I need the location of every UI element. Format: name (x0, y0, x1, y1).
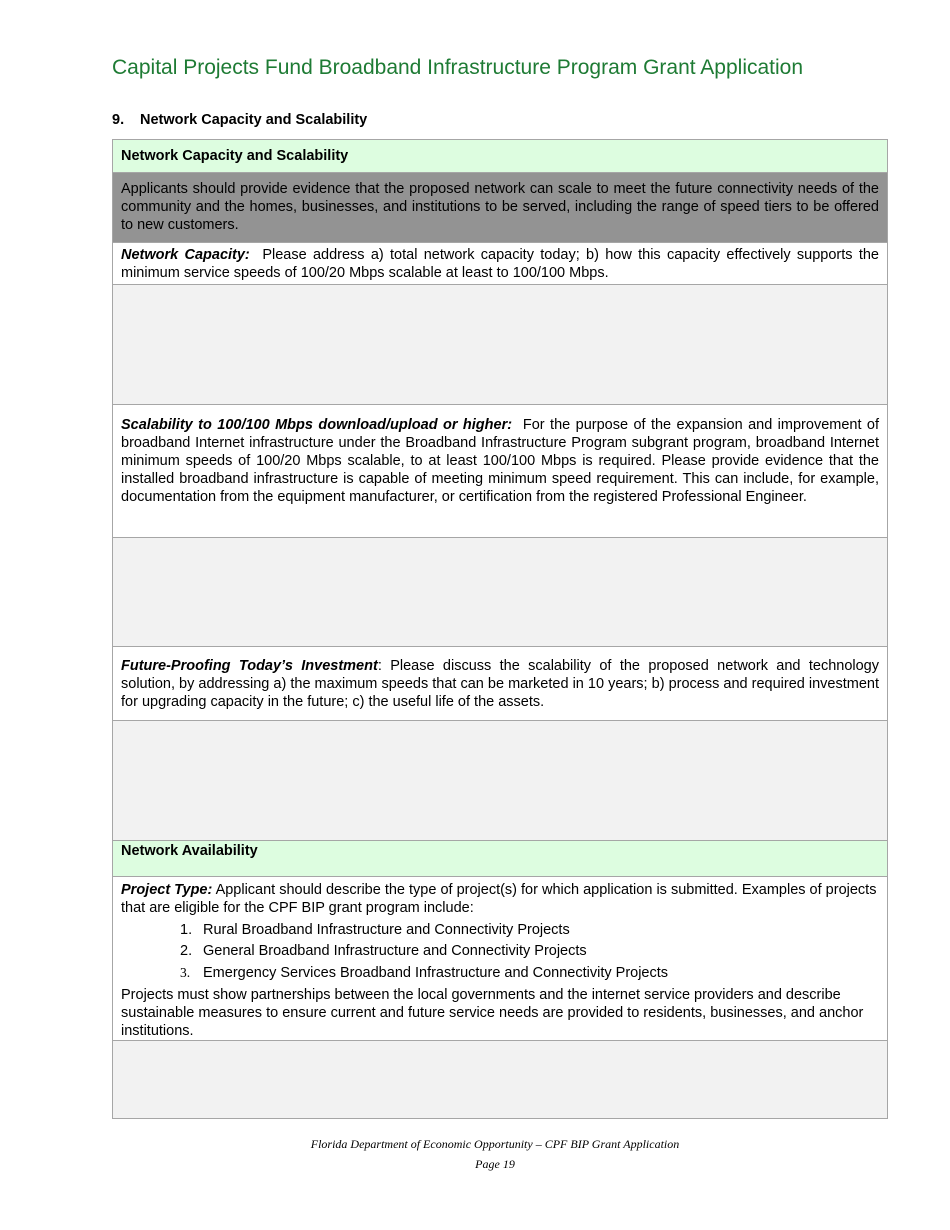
network-capacity-prompt-row (113, 243, 888, 285)
section-description: Applicants should provide evidence that the proposed network can scale to meet the future connectivity needs of the community and the homes, businesses, and institutions to be served, including the range of speed tiers to be offered to new customers. (113, 173, 888, 243)
scalability-prompt-row (113, 405, 888, 538)
list-item (180, 920, 879, 941)
table-header: Network Capacity and Scalability (113, 140, 888, 173)
document-title: Capital Projects Fund Broadband Infrastructure Program Grant Application (112, 56, 804, 79)
page-number: Page 19 (475, 1157, 515, 1171)
list-item-number: 2. (180, 943, 193, 959)
scalability-text: For the purpose of the expansion and improvement of broadband Internet infrastructure under the Broadband Infrastructure Program subgrant program, broadband Internet minimum speeds of 100/20 Mbps scalable, to at least 100/100 Mbps is required. Please provide evidence that the installed broadband infrastructure is capable of meeting minimum speed requirement. This can include, for example, documentation from the equipment manufacturer, or certification from the registered Professional Engineer. (121, 417, 879, 505)
network-capacity-answer-row[interactable] (113, 285, 888, 405)
scalability-answer-row[interactable] (113, 538, 888, 647)
network-capacity-text: Please address a) total network capacity today; b) how this capacity effectively supports the minimum service speeds of 100/20 Mbps scalable at least to 100/100 Mbps. (121, 247, 879, 281)
list-item-text: Rural Broadband Infrastructure and Connectivity Projects (203, 922, 570, 938)
footer-text: Florida Department of Economic Opportunity – CPF BIP Grant Application (310, 1137, 680, 1151)
project-type-text: Applicant should describe the type of project(s) for which application is submitted. Examples of projects that are eligible for the CPF BIP grant program include: (121, 882, 877, 916)
project-type-list (121, 920, 879, 983)
network-capacity-answer-field[interactable] (113, 285, 888, 405)
list-item (180, 962, 879, 983)
project-type-prompt (113, 877, 888, 1041)
scalability-answer-field[interactable] (113, 538, 888, 647)
network-availability-header: Network Availability (113, 841, 888, 877)
network-availability-header-row (113, 841, 888, 877)
future-proofing-prompt-row (113, 647, 888, 721)
list-item-text: General Broadband Infrastructure and Connectivity Projects (203, 943, 587, 959)
future-proofing-answer-row[interactable] (113, 721, 888, 841)
future-proofing-label: Future-Proofing Today’s Investment (121, 658, 378, 674)
list-item-number: 3. (180, 965, 191, 980)
section-heading (112, 112, 367, 128)
project-type-prompt-row (113, 877, 888, 1041)
project-type-answer-row[interactable] (113, 1041, 888, 1119)
list-item (180, 941, 879, 962)
section-title: Network Capacity and Scalability (140, 112, 368, 128)
form-table (112, 139, 888, 1119)
project-type-closing: Projects must show partnerships between the local governments and the internet service providers and describe sustainable measures to ensure current and future service needs are provided to residents, businesses, and anchor institutions. (121, 987, 864, 1039)
section-number: 9. (112, 112, 125, 128)
list-item-text: Emergency Services Broadband Infrastructure and Connectivity Projects (203, 965, 669, 981)
table-header-row (113, 140, 888, 173)
description-row (113, 173, 888, 243)
list-item-number: 1. (180, 922, 193, 938)
scalability-prompt (113, 405, 888, 538)
scalability-label: Scalability to 100/100 Mbps download/upload or higher: (121, 417, 513, 433)
future-proofing-text: : Please discuss the scalability of the proposed network and technology solution, by addressing a) the maximum speeds that can be marketed in 10 years; b) process and required investment for upgrading capacity in the future; c) the useful life of the assets. (121, 658, 879, 710)
project-type-answer-field[interactable] (113, 1041, 888, 1119)
network-capacity-prompt (113, 243, 888, 285)
network-capacity-label: Network Capacity: (121, 247, 250, 263)
future-proofing-answer-field[interactable] (113, 721, 888, 841)
future-proofing-prompt (113, 647, 888, 721)
project-type-label: Project Type: (121, 882, 213, 898)
